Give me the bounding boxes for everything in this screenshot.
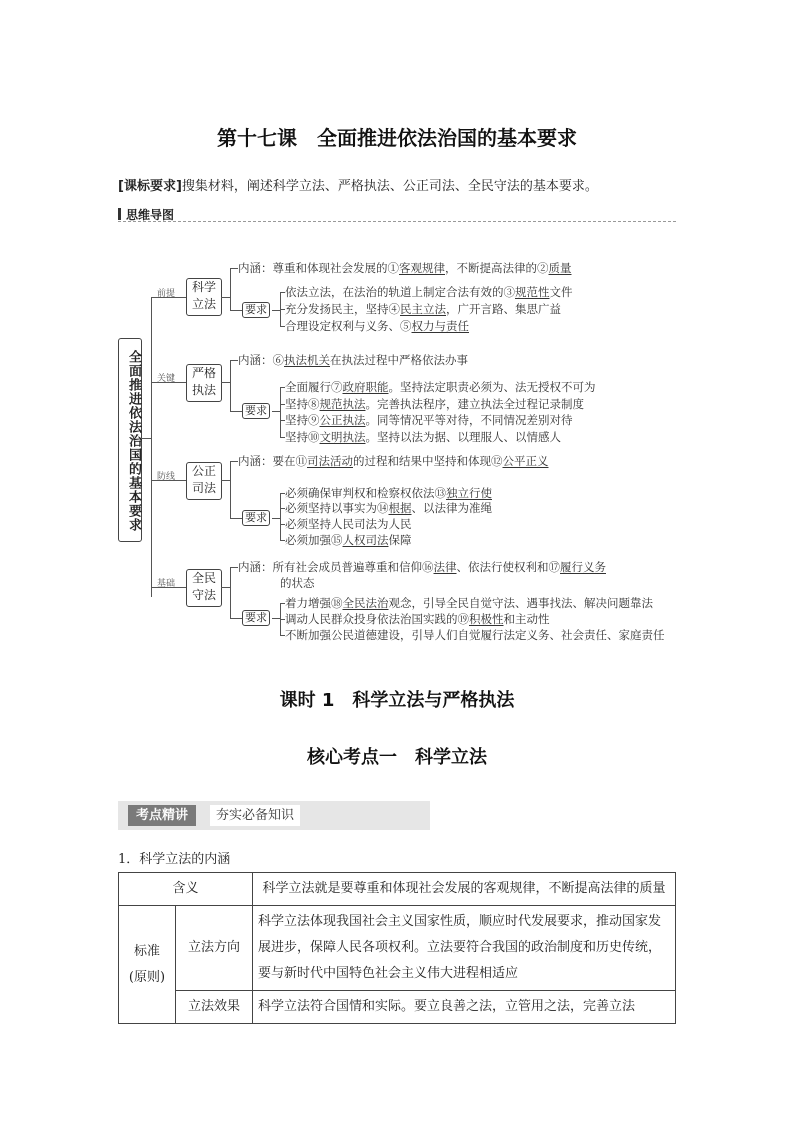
requirement-item: 必须坚持以事实为⑭根据、以法律为准绳 (285, 501, 492, 515)
requirement-item: 坚持⑨公正执法。同等情况平等对待，不同情况差别对待 (285, 413, 573, 427)
branch-tag: 防线 (157, 472, 176, 482)
requirement-item: 必须确保审判权和检察权依法⑬独立行使 (285, 486, 492, 500)
branch-node-strict-enforcement: 严格执法 (186, 364, 222, 402)
branch-node-fair-judiciary: 公正司法 (186, 462, 222, 500)
table-cell-label: 标准 (原则) (119, 906, 176, 1024)
banner-text: 夯实必备知识 (210, 805, 300, 826)
requirement-item: 合理设定权利与义务、⑤权力与责任 (285, 319, 469, 333)
branch-tag: 基础 (157, 579, 176, 589)
table-cell: 科学立法符合国情和实际。要立良善之法，立管用之法，完善立法 (253, 991, 676, 1024)
requirement-box: 要求 (242, 610, 270, 626)
requirement-item: 充分发扬民主，坚持④民主立法，广开言路、集思广益 (285, 302, 561, 316)
content-table (118, 872, 676, 1024)
table-cell-label: 立法效果 (176, 991, 253, 1024)
requirement-item: 坚持⑩文明执法。坚持以法为据、以理服人、以情感人 (285, 430, 561, 444)
requirement-item: 着力增强⑱全民法治观念，引导全民自觉守法、遇事找法、解决问题靠法 (285, 596, 653, 610)
standard-label: [课标要求] (118, 179, 182, 194)
branch-neihan: 内涵：要在⑪司法活动的过程和结果中坚持和体现⑫公平正义 (238, 454, 549, 468)
core-point-title: 核心考点一 科学立法 (307, 747, 487, 768)
requirement-item: 全面履行⑦政府职能。坚持法定职责必须为、法无授权不可为 (285, 380, 596, 394)
banner-tag: 考点精讲 (128, 805, 196, 826)
branch-neihan: 内涵：尊重和体现社会发展的①客观规律，不断提高法律的②质量 (238, 261, 572, 275)
requirement-item: 不断加强公民道德建设，引导人们自觉履行法定义务、社会责任、家庭责任 (285, 628, 665, 642)
branch-tag: 前提 (157, 289, 176, 299)
section-heading: 1．科学立法的内涵 (118, 852, 231, 867)
lesson-title: 课时 1 科学立法与严格执法 (279, 690, 515, 711)
requirement-item: 调动人民群众投身依法治国实践的⑲积极性和主动性 (285, 612, 550, 626)
requirement-box: 要求 (242, 302, 270, 318)
table-row (119, 991, 676, 1024)
mindmap-heading: 思维导图 (126, 208, 175, 222)
table-cell: 科学立法体现我国社会主义国家性质，顺应时代发展要求，推动国家发展进步，保障人民各项权利。立法要符合我国的政治制度和历史传统，要与新时代中国特色社会主义伟大进程相适应 (253, 906, 676, 991)
page-title: 第十七课 全面推进依法治国的基本要求 (217, 126, 577, 150)
root-node: 全面推进依法治国的基本要求 (118, 338, 142, 542)
table-cell: 科学立法就是要尊重和体现社会发展的客观规律，不断提高法律的质量 (253, 873, 676, 906)
branch-tag: 关键 (157, 374, 176, 384)
table-cell-label: 含义 (119, 873, 253, 906)
branch-neihan: 内涵：⑥执法机关在执法过程中严格依法办事 (238, 353, 468, 367)
requirement-item: 必须加强⑮人权司法保障 (285, 533, 412, 547)
standard-text: 搜集材料，阐述科学立法、严格执法、公正司法、全民守法的基本要求。 (181, 179, 598, 194)
branch-node-science-legislation: 科学立法 (186, 278, 222, 316)
requirement-item: 依法立法，在法治的轨道上制定合法有效的③规范性文件 (285, 285, 573, 299)
requirement-box: 要求 (242, 403, 270, 419)
branch-neihan-cont: 的状态 (280, 576, 315, 590)
section-banner (118, 801, 430, 830)
requirement-box: 要求 (242, 510, 270, 526)
table-row (119, 906, 676, 991)
table-row (119, 873, 676, 906)
requirement-item: 必须坚持人民司法为人民 (285, 517, 412, 531)
table-cell-label: 立法方向 (176, 906, 253, 991)
branch-neihan: 内涵：所有社会成员普遍尊重和信仰⑯法律、依法行使权利和⑰履行义务 (238, 560, 606, 574)
requirement-item: 坚持⑧规范执法。完善执法程序，建立执法全过程记录制度 (285, 397, 584, 411)
branch-node-universal-compliance: 全民守法 (186, 569, 222, 607)
